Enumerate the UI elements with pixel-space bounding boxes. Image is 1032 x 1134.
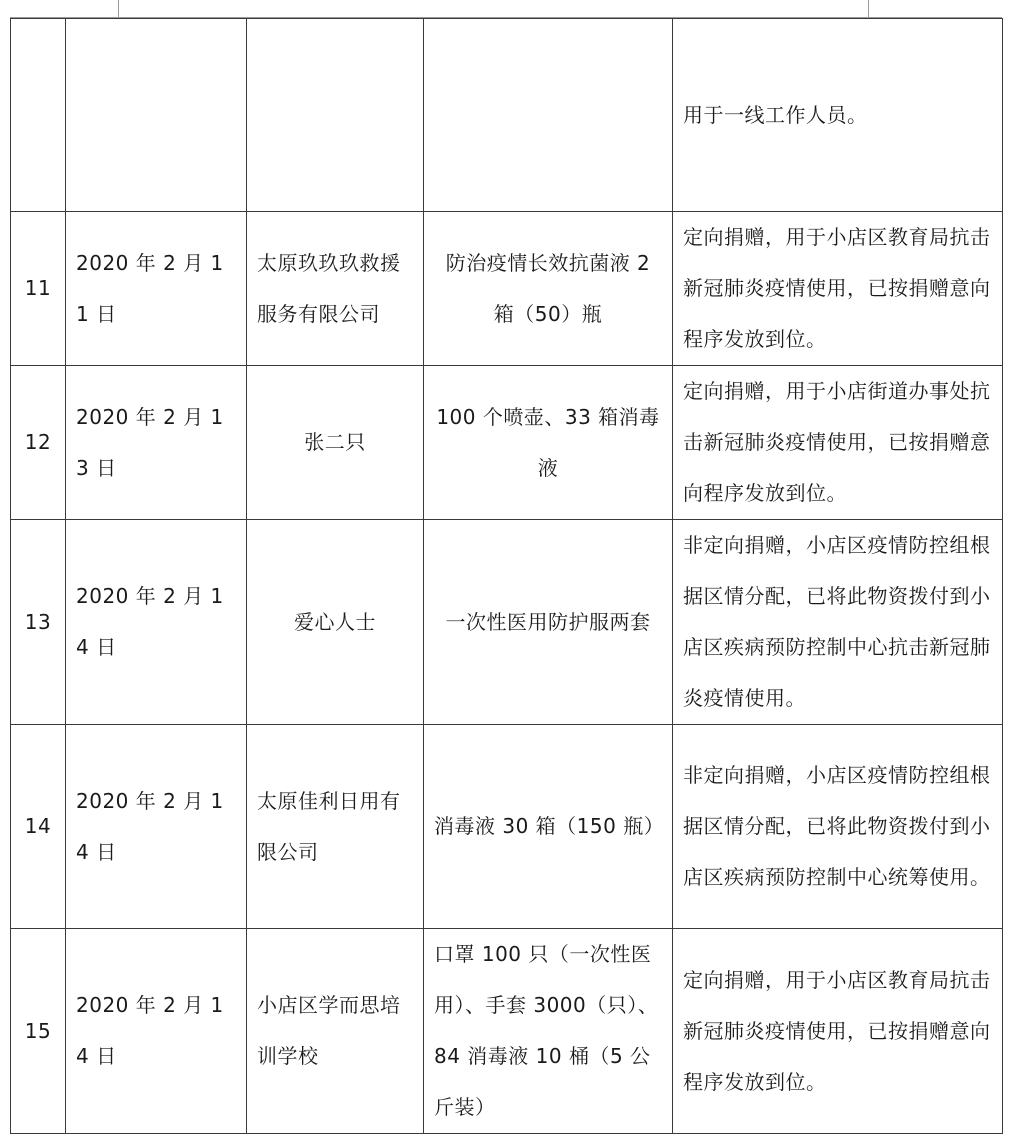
- table-row: [11, 929, 1003, 1134]
- cell-donor: 爱心人士: [247, 520, 424, 725]
- top-stub-line-left: [118, 0, 119, 18]
- cell-number: 12: [11, 366, 66, 520]
- table-row: [11, 366, 1003, 520]
- cell-date: 2020 年 2 月 14 日: [66, 520, 247, 725]
- cell-donor: 小店区学而思培训学校: [247, 929, 424, 1134]
- cell-date: 2020 年 2 月 14 日: [66, 929, 247, 1134]
- cell-items: 防治疫情长效抗菌液 2 箱（50）瓶: [424, 212, 673, 366]
- cell-number: 13: [11, 520, 66, 725]
- cell-number: 14: [11, 725, 66, 929]
- cell-number: 11: [11, 212, 66, 366]
- cell-donor: 张二只: [247, 366, 424, 520]
- cell-number: 15: [11, 929, 66, 1134]
- cell-date: 2020 年 2 月 14 日: [66, 725, 247, 929]
- cell-donor: [247, 19, 424, 212]
- cell-note: 定向捐赠，用于小店区教育局抗击新冠肺炎疫情使用，已按捐赠意向程序发放到位。: [673, 929, 1003, 1134]
- table-row: [11, 212, 1003, 366]
- cell-items: 100 个喷壶、33 箱消毒液: [424, 366, 673, 520]
- cell-items: 口罩 100 只（一次性医用）、手套 3000（只）、84 消毒液 10 桶（5 公斤装）: [424, 929, 673, 1134]
- cell-note: 用于一线工作人员。: [673, 19, 1003, 212]
- donation-table: [10, 18, 1003, 1134]
- cell-note: 非定向捐赠，小店区疫情防控组根据区情分配，已将此物资拨付到小店区疾病预防控制中心统筹使用。: [673, 725, 1003, 929]
- cell-items: [424, 19, 673, 212]
- top-stub-line-right: [868, 0, 869, 18]
- cell-donor: 太原玖玖玖救援服务有限公司: [247, 212, 424, 366]
- cell-note: 定向捐赠，用于小店街道办事处抗击新冠肺炎疫情使用，已按捐赠意向程序发放到位。: [673, 366, 1003, 520]
- cell-date: 2020 年 2 月 11 日: [66, 212, 247, 366]
- cell-note: 非定向捐赠，小店区疫情防控组根据区情分配，已将此物资拨付到小店区疾病预防控制中心抗击新冠肺炎疫情使用。: [673, 520, 1003, 725]
- cell-items: 一次性医用防护服两套: [424, 520, 673, 725]
- cell-date: 2020 年 2 月 13 日: [66, 366, 247, 520]
- table-row: [11, 19, 1003, 212]
- cell-date: [66, 19, 247, 212]
- table-row: [11, 520, 1003, 725]
- cell-items: 消毒液 30 箱（150 瓶）: [424, 725, 673, 929]
- cell-note: 定向捐赠，用于小店区教育局抗击新冠肺炎疫情使用，已按捐赠意向程序发放到位。: [673, 212, 1003, 366]
- cell-donor: 太原佳利日用有限公司: [247, 725, 424, 929]
- table-row: [11, 725, 1003, 929]
- cell-number: [11, 19, 66, 212]
